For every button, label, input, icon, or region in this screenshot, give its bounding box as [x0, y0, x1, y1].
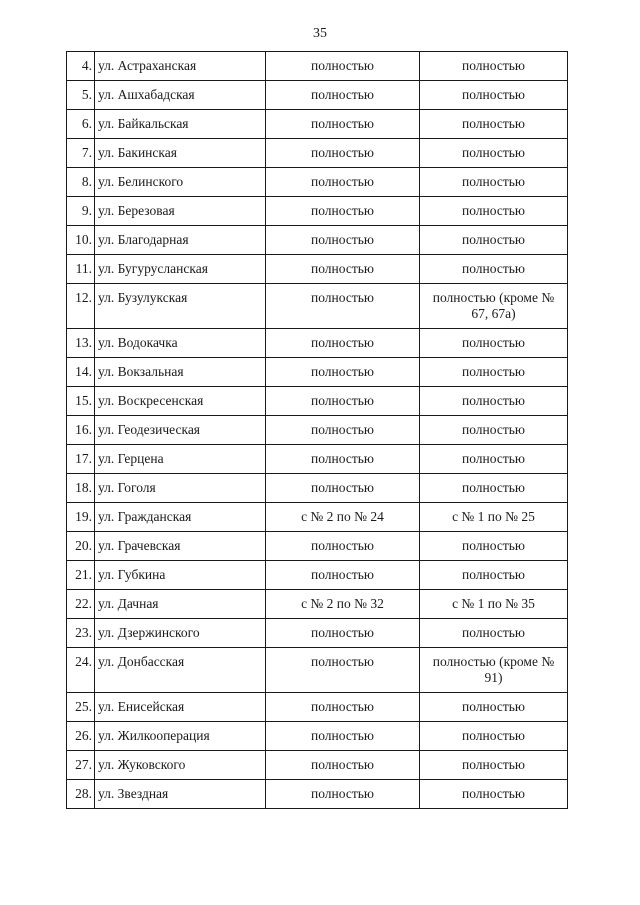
odd-side-cell: полностью — [420, 110, 568, 139]
street-table — [66, 51, 568, 809]
street-name-cell: ул. Губкина — [95, 561, 266, 590]
odd-side-cell: полностью — [420, 780, 568, 809]
row-number-cell: 24. — [67, 648, 95, 693]
street-name-cell: ул. Жуковского — [95, 751, 266, 780]
row-number-cell: 20. — [67, 532, 95, 561]
odd-side-cell: полностью — [420, 416, 568, 445]
even-side-cell: полностью — [266, 722, 420, 751]
odd-side-cell: полностью — [420, 751, 568, 780]
street-name-cell: ул. Жилкооперация — [95, 722, 266, 751]
odd-side-cell: полностью — [420, 474, 568, 503]
street-name-cell: ул. Березовая — [95, 197, 266, 226]
street-name-cell: ул. Донбасская — [95, 648, 266, 693]
even-side-cell: полностью — [266, 445, 420, 474]
table-row — [67, 751, 568, 780]
odd-side-cell: полностью — [420, 358, 568, 387]
street-name-cell: ул. Грачевская — [95, 532, 266, 561]
odd-side-cell: полностью — [420, 81, 568, 110]
even-side-cell: полностью — [266, 197, 420, 226]
row-number-cell: 4. — [67, 52, 95, 81]
table-row — [67, 619, 568, 648]
row-number-cell: 28. — [67, 780, 95, 809]
row-number-cell: 16. — [67, 416, 95, 445]
even-side-cell: полностью — [266, 226, 420, 255]
even-side-cell: полностью — [266, 416, 420, 445]
table-row — [67, 474, 568, 503]
odd-side-cell: полностью — [420, 722, 568, 751]
even-side-cell: с № 2 по № 32 — [266, 590, 420, 619]
table-row — [67, 226, 568, 255]
odd-side-cell: полностью — [420, 445, 568, 474]
table-row — [67, 722, 568, 751]
even-side-cell: полностью — [266, 532, 420, 561]
row-number-cell: 7. — [67, 139, 95, 168]
even-side-cell: полностью — [266, 329, 420, 358]
street-table-body — [67, 52, 568, 809]
table-row — [67, 416, 568, 445]
row-number-cell: 18. — [67, 474, 95, 503]
street-name-cell: ул. Ашхабадская — [95, 81, 266, 110]
row-number-cell: 5. — [67, 81, 95, 110]
odd-side-cell: полностью (кроме № 67, 67а) — [420, 284, 568, 329]
table-row — [67, 693, 568, 722]
even-side-cell: полностью — [266, 619, 420, 648]
street-name-cell: ул. Дачная — [95, 590, 266, 619]
odd-side-cell: полностью — [420, 255, 568, 284]
row-number-cell: 6. — [67, 110, 95, 139]
table-row — [67, 329, 568, 358]
street-name-cell: ул. Вокзальная — [95, 358, 266, 387]
street-name-cell: ул. Геодезическая — [95, 416, 266, 445]
street-name-cell: ул. Енисейская — [95, 693, 266, 722]
even-side-cell: полностью — [266, 561, 420, 590]
odd-side-cell: полностью — [420, 168, 568, 197]
odd-side-cell: полностью — [420, 197, 568, 226]
odd-side-cell: полностью — [420, 52, 568, 81]
odd-side-cell: полностью — [420, 139, 568, 168]
table-row — [67, 780, 568, 809]
row-number-cell: 12. — [67, 284, 95, 329]
street-name-cell: ул. Бузулукская — [95, 284, 266, 329]
row-number-cell: 8. — [67, 168, 95, 197]
odd-side-cell: полностью (кроме № 91) — [420, 648, 568, 693]
table-row — [67, 445, 568, 474]
even-side-cell: полностью — [266, 387, 420, 416]
street-name-cell: ул. Бакинская — [95, 139, 266, 168]
row-number-cell: 15. — [67, 387, 95, 416]
odd-side-cell: полностью — [420, 619, 568, 648]
even-side-cell: полностью — [266, 648, 420, 693]
street-name-cell: ул. Дзержинского — [95, 619, 266, 648]
street-name-cell: ул. Гоголя — [95, 474, 266, 503]
row-number-cell: 10. — [67, 226, 95, 255]
table-row — [67, 52, 568, 81]
even-side-cell: полностью — [266, 751, 420, 780]
odd-side-cell: полностью — [420, 561, 568, 590]
table-row — [67, 139, 568, 168]
odd-side-cell: полностью — [420, 532, 568, 561]
table-row — [67, 503, 568, 532]
even-side-cell: полностью — [266, 284, 420, 329]
table-row — [67, 168, 568, 197]
row-number-cell: 13. — [67, 329, 95, 358]
table-row — [67, 284, 568, 329]
street-name-cell: ул. Благодарная — [95, 226, 266, 255]
table-row — [67, 387, 568, 416]
street-name-cell: ул. Бугурусланская — [95, 255, 266, 284]
row-number-cell: 27. — [67, 751, 95, 780]
table-row — [67, 648, 568, 693]
street-name-cell: ул. Воскресенская — [95, 387, 266, 416]
row-number-cell: 19. — [67, 503, 95, 532]
even-side-cell: полностью — [266, 168, 420, 197]
row-number-cell: 26. — [67, 722, 95, 751]
even-side-cell: полностью — [266, 358, 420, 387]
table-row — [67, 590, 568, 619]
odd-side-cell: полностью — [420, 693, 568, 722]
row-number-cell: 21. — [67, 561, 95, 590]
row-number-cell: 9. — [67, 197, 95, 226]
even-side-cell: полностью — [266, 693, 420, 722]
table-row — [67, 197, 568, 226]
even-side-cell: полностью — [266, 110, 420, 139]
even-side-cell: полностью — [266, 255, 420, 284]
row-number-cell: 22. — [67, 590, 95, 619]
table-row — [67, 81, 568, 110]
even-side-cell: полностью — [266, 474, 420, 503]
page-number: 35 — [313, 26, 327, 41]
row-number-cell: 17. — [67, 445, 95, 474]
odd-side-cell: полностью — [420, 387, 568, 416]
even-side-cell: с № 2 по № 24 — [266, 503, 420, 532]
street-name-cell: ул. Гражданская — [95, 503, 266, 532]
odd-side-cell: полностью — [420, 329, 568, 358]
odd-side-cell: полностью — [420, 226, 568, 255]
table-row — [67, 110, 568, 139]
street-name-cell: ул. Астраханская — [95, 52, 266, 81]
row-number-cell: 23. — [67, 619, 95, 648]
row-number-cell: 25. — [67, 693, 95, 722]
table-row — [67, 532, 568, 561]
even-side-cell: полностью — [266, 81, 420, 110]
odd-side-cell: с № 1 по № 25 — [420, 503, 568, 532]
row-number-cell: 11. — [67, 255, 95, 284]
street-name-cell: ул. Герцена — [95, 445, 266, 474]
table-row — [67, 358, 568, 387]
table-row — [67, 255, 568, 284]
street-name-cell: ул. Байкальская — [95, 110, 266, 139]
table-row — [67, 561, 568, 590]
odd-side-cell: с № 1 по № 35 — [420, 590, 568, 619]
street-name-cell: ул. Белинского — [95, 168, 266, 197]
even-side-cell: полностью — [266, 780, 420, 809]
row-number-cell: 14. — [67, 358, 95, 387]
street-name-cell: ул. Звездная — [95, 780, 266, 809]
even-side-cell: полностью — [266, 52, 420, 81]
even-side-cell: полностью — [266, 139, 420, 168]
street-name-cell: ул. Водокачка — [95, 329, 266, 358]
